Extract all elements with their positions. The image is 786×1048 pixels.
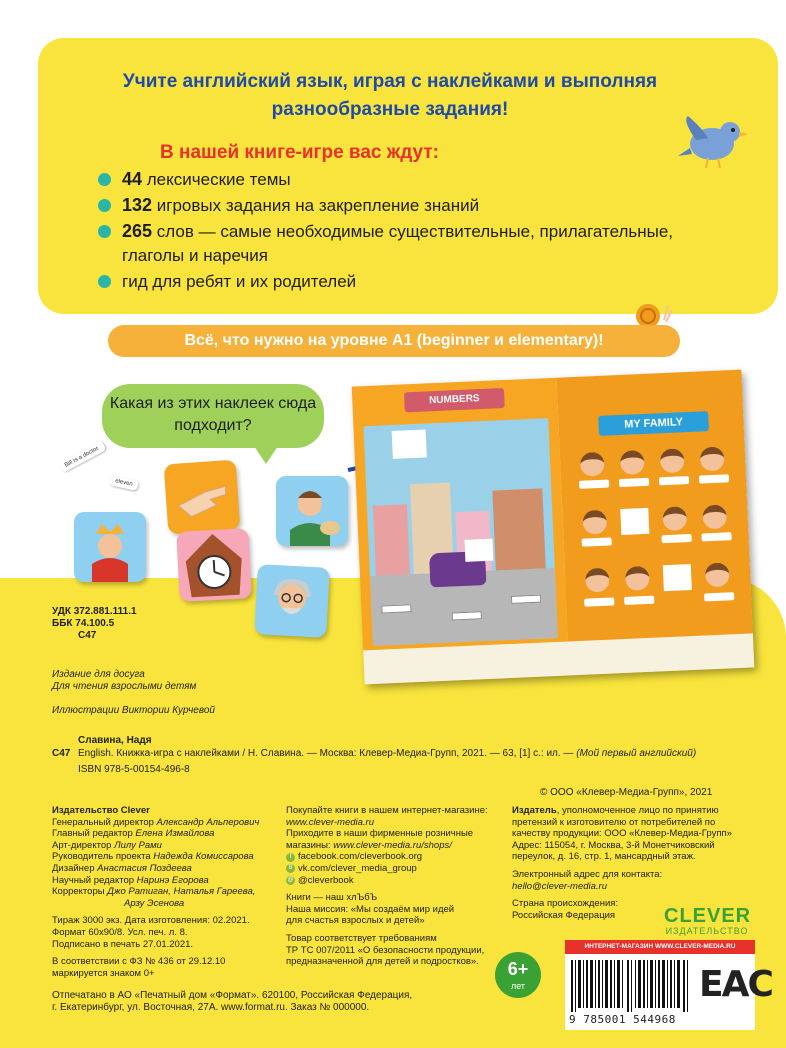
instagram-icon: @ [287,876,294,883]
label-box [452,611,482,620]
standard-line: ТР ТС 007/2011 «О безопасности продукции, [286,944,485,956]
book-description [78,748,696,759]
face-icon [580,452,605,477]
social-vk[interactable]: B vk.com/clever_media_group [286,863,501,875]
email-link[interactable]: hello@clever-media.ru [512,880,608,892]
my-family-title: MY FAMILY [598,411,709,436]
page-numbers [352,378,570,685]
label-box [381,604,411,613]
sticker-slot [392,429,427,458]
stores-line: Приходите в наши фирменные розничные [286,828,474,840]
staff-line: Арзу Эсенова [124,897,185,909]
staff-line: Арт-директор Лилу Рами [52,839,162,851]
isbn: ISBN 978-5-00154-496-8 [78,764,190,775]
publisher-line: Адрес: 115054, г. Москва, 3-й Монетчиковский [512,839,715,851]
catalog-mark: С47 [52,748,71,759]
author-name: Славина, Надя [78,735,152,746]
standard-line: предназначенной для детей и подростков». [286,956,479,968]
print-info [52,990,412,1014]
social-instagram[interactable]: @ @cleverbook [287,874,354,886]
age-number: 6+ [507,959,529,979]
shop-link[interactable]: www.clever-media.ru [286,816,374,828]
mission-line: Книги — наш хлЪбЪ [286,892,378,904]
face-icon [585,568,610,593]
age-label: лет [510,981,526,991]
sticker-slot [663,564,692,591]
law-line: В соответствии с ФЗ № 436 от 29.12.10 [52,956,226,968]
edition-line: Издание для досуга [52,669,145,680]
label-box [699,474,729,483]
label-box [584,597,614,606]
question-bubble: Какая из этих наклеек сюда подходит? [102,384,324,448]
barcode-block [565,940,772,1030]
face-icon [662,506,687,531]
publisher-line: претензий к изготовителю от потребителей по [512,816,716,828]
barcode-icon [571,960,691,1012]
city-scene [363,418,557,646]
list-item: 265 слов — самые необходимые существительные, прилагательные, глаголы и наречия [98,219,718,268]
edition-type [52,669,196,693]
stores-line: магазины: www.clever-media.ru/shops/ [286,839,452,851]
label-box [579,480,609,489]
logo-sub: ИЗДАТЕЛЬСТВО [665,926,749,936]
face-icon [705,562,730,587]
building [373,504,410,575]
origin-line: Российская Федерация [512,909,616,921]
subhead: В нашей книге-игре вас ждут: [160,142,439,163]
label-box [661,534,691,543]
law-line: маркируется знаком 0+ [52,967,155,979]
udk-block [52,606,137,642]
sticker-king [74,512,146,582]
facebook-icon: f [286,853,295,862]
shop-column [286,805,501,968]
stores-link[interactable]: www.clever-media.ru/shops/ [333,839,452,851]
grandpa-icon [254,564,330,638]
tech-line: Формат 60х90/8. Усл. печ. л. 8. [52,926,188,938]
barcode-number: 9 785001 544968 [569,1013,676,1026]
publisher-line: переулок, д. 16, стр. 1, мансардный этаж. [512,851,696,863]
publisher-title: Издательство Clever [52,805,150,816]
headline: Учите английский язык, играя с наклейками и выполняя разнообразные задания! [122,71,658,120]
list-item: 44 лексические темы [98,167,718,192]
email-label: Электронный адрес для контакта: [512,868,663,880]
vk-icon: B [286,864,295,873]
staff-line: Научный редактор Наринэ Егорова [52,874,209,886]
hand-icon [164,460,241,535]
sticker-clock [176,528,252,602]
king-icon [74,512,146,582]
sticker-slot [620,508,649,535]
illustrations-credit: Иллюстрации Виктории Курчевой [52,705,215,716]
book-spread-image [352,370,755,685]
staff-line: Руководитель проекта Надежда Комиссарова [52,851,254,863]
face-icon [625,566,650,591]
description-text: English. Книжка-игра с наклейками / Н. Славина. — Москва: Клевер-Медиа-Групп, 2021. — 63, [1] с.: ил. — [78,748,574,759]
barcode-header: ИНТЕРНЕТ-МАГАЗИН WWW.CLEVER-MEDIA.RU [565,940,755,954]
list-item: 132 игровых задания на закрепление знаний [98,193,718,218]
tech-line: Тираж 3000 экз. Дата изготовления: 02.2021. [52,915,250,927]
eac-mark: EAC [699,964,772,1005]
logo-name: CLEVER [664,905,752,927]
tech-line: Подписано в печать 27.01.2021. [52,938,194,950]
bird-icon [678,110,750,170]
author-mark: С47 [78,630,97,641]
sticker-tag-doctor: Bill is a doctor. [59,441,107,473]
shop-line: Покупайте книги в нашем интернет-магазине: [286,805,488,816]
list-item: гид для ребят и их родителей [98,269,718,294]
staff-line: Дизайнер Анастасия Поздеева [52,862,192,874]
face-icon [702,504,727,529]
origin-line: Страна происхождения: [512,898,619,910]
label-box [624,596,654,605]
level-banner: Всё, что нужно на уровне А1 (beginner и elementary)! [108,325,680,357]
numbers-title: NUMBERS [404,388,505,412]
staff-line: Генеральный директор Александр Альперович [52,816,260,828]
edition-line: Для чтения взрослыми детям [52,681,197,692]
copyright: © ООО «Клевер-Медиа-Групп», 2021 [540,787,713,798]
sticker-slot [464,539,493,562]
publisher-line: качеству продукции: ООО «Клевер-Медиа-Групп» [512,828,732,840]
sticker-grandpa [254,564,330,638]
label-box [704,592,734,601]
print-line: г. Екатеринбург, ул. Восточная, 27А. www.format.ru. Заказ № 000000. [52,1002,370,1013]
print-line: Отпечатано в АО «Печатный дом «Формат». 620100, Российская Федерация, [52,990,413,1001]
page-my-family [556,370,754,676]
mission-line: для счастья взрослых и детей» [286,915,425,927]
label-box [582,537,612,546]
publisher-info-column [512,805,752,921]
publisher-staff-column [52,805,267,979]
sticker-hand [164,460,241,535]
sticker-painter [276,476,348,546]
building [492,488,545,570]
mission-line: Наша миссия: «Мы создаём мир идей [286,903,455,915]
label-box [659,476,689,485]
social-facebook[interactable]: f facebook.com/cleverbook.org [286,851,501,863]
staff-line: Главный редактор Елена Измайлова [52,828,215,840]
face-icon [700,446,725,471]
standard-line: Товар соответствует требованиям [286,932,437,944]
clock-icon [176,528,252,602]
painter-icon [276,476,348,546]
face-icon [582,510,607,535]
features-list [98,167,718,295]
publisher-line: Издатель, уполномоченное лицо по принятию [512,805,719,816]
age-rating-badge [495,952,541,998]
udk-code: УДК 372.881.111.1 [52,606,137,617]
staff-line: Корректоры Джо Ратиган, Наталья Гареева, [52,886,256,898]
face-icon [660,448,685,473]
label-box [701,532,731,541]
sticker-tag-eleven: eleven [109,475,138,491]
series-name: (Мой первый английский) [576,748,697,759]
label-box [511,595,541,604]
bbk-code: ББК 74.100.5 [52,618,115,629]
label-box [619,478,649,487]
face-icon [620,450,645,475]
clever-logo [664,906,750,936]
